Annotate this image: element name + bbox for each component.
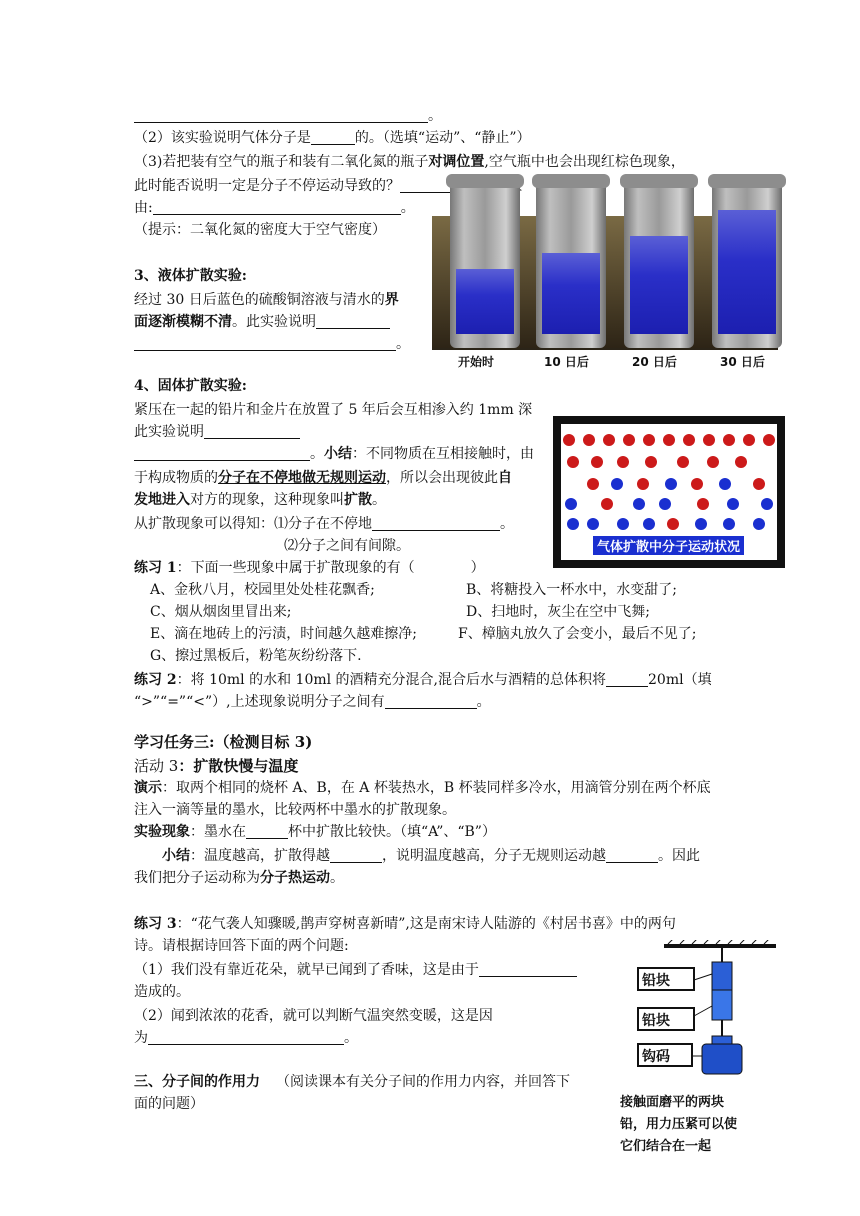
blue-molecule (617, 518, 629, 530)
beaker-label-4: 30 日后 (720, 355, 765, 369)
pointer-1 (694, 974, 712, 980)
red-molecule (691, 478, 703, 490)
blue-molecule (753, 518, 765, 530)
practice-3-q2: （2）闻到浓浓的花香，就可以判断气温突然变暖，这是因 (134, 1008, 493, 1024)
option-c[interactable]: C、烟从烟囱里冒出来; (150, 604, 292, 620)
answer-blank[interactable] (246, 824, 288, 839)
practice-3-q1-cont: 造成的。 (134, 984, 190, 1000)
summary-line-3: 发地进入对方的现象，这种现象叫扩散。 (134, 492, 386, 508)
copper-sulfate-solution (718, 210, 776, 334)
summary-line-2: 于构成物质的分子在不停地做无规则运动，所以会出现彼此自 (134, 470, 512, 486)
option-a[interactable]: A、金秋八月，校园里处处桂花飘香; (150, 582, 375, 598)
option-f[interactable]: F、樟脑丸放久了会变小，最后不见了; (458, 626, 697, 642)
blue-molecule (643, 518, 655, 530)
temperature-summary: 小结：温度越高，扩散得越 ，说明温度越高，分子无规则运动越 。因此 (162, 848, 700, 864)
gas-figure-caption: 气体扩散中分子运动状况 (593, 536, 744, 555)
red-molecule (683, 434, 695, 446)
answer-blank[interactable] (153, 200, 401, 215)
answer-blank[interactable] (134, 446, 310, 461)
beaker-2 (536, 178, 606, 348)
red-molecule (663, 434, 675, 446)
answer-blank[interactable] (606, 672, 648, 687)
answer-blank[interactable] (134, 108, 428, 123)
red-molecule (707, 456, 719, 468)
solid-text-1: 紧压在一起的铅片和金片在放置了 5 年后会互相渗入约 1mm 深 (134, 402, 533, 418)
liquid-text-2: 面逐渐模糊不清。此实验说明 (134, 312, 390, 332)
question-3: （3)若把装有空气的瓶子和装有二氧化氮的瓶子对调位置,空气瓶中也会出现红棕色现象， (134, 154, 685, 170)
beaker-3 (624, 178, 694, 348)
option-d[interactable]: D、扫地时，灰尘在空中飞舞; (466, 604, 650, 620)
liquid-text-1: 经过 30 日后蓝色的硫酸铜溶液与清水的界 (134, 292, 399, 308)
beaker-label-2: 10 日后 (544, 355, 589, 369)
beaker-1 (450, 178, 520, 348)
practice-3-q1: （1）我们没有靠近花朵，就早已闻到了香味，这是由于 (134, 960, 577, 980)
beaker-rim (532, 174, 610, 188)
lead-block-upper (712, 962, 732, 990)
red-molecule (623, 434, 635, 446)
blue-molecule (565, 498, 577, 510)
red-molecule (601, 498, 613, 510)
blue-molecule (727, 498, 739, 510)
practice-3-cont: 诗。请根据诗回答下面的两个问题: (134, 938, 349, 954)
lead-figure-caption: 接触面磨平的两块 铅，用力压紧可以使 它们结合在一起 (620, 1095, 738, 1154)
practice-2: 练习 2：将 10ml 的水和 10ml 的酒精充分混合,混合后水与酒精的总体积将 20ml（填 (134, 672, 712, 688)
answer-blank[interactable] (204, 424, 300, 439)
red-molecule (723, 434, 735, 446)
red-molecule (567, 456, 579, 468)
answer-blank[interactable] (385, 694, 477, 709)
summary-line-1: 。小结：不同物质在互相接触时，由 (134, 444, 534, 464)
weight-label: 钩码 (642, 1049, 670, 1065)
lead-block-lower (712, 990, 732, 1020)
blue-molecule (695, 518, 707, 530)
hook-weight (702, 1044, 742, 1074)
blue-molecule (611, 478, 623, 490)
copper-sulfate-solution (456, 269, 514, 334)
blue-molecule (665, 478, 677, 490)
option-g[interactable]: G、擦过黑板后，粉笔灰纷纷落下. (150, 648, 362, 664)
blue-molecule (723, 518, 735, 530)
hint: （提示：二氧化氮的密度大于空气密度） (134, 222, 386, 238)
jar-row (432, 216, 778, 374)
activity-3-heading: 活动 3：扩散快慢与温度 (134, 757, 299, 775)
question-2: （2）该实验说明气体分子是 的。（选填“运动”、“静止”） (134, 130, 531, 146)
red-molecule (743, 434, 755, 446)
reason-line: 由: 。 (134, 200, 415, 216)
answer-blank[interactable] (316, 314, 390, 329)
pointer-2 (694, 1006, 712, 1016)
task-3-heading: 学习任务三:（检测目标 3) (134, 733, 313, 751)
beaker-rim (708, 174, 786, 188)
red-molecule (563, 434, 575, 446)
beaker-4 (712, 178, 782, 348)
blue-molecule (567, 518, 579, 530)
ceiling-bar (664, 944, 776, 948)
gas-diffusion-figure (553, 416, 785, 568)
copper-sulfate-solution (542, 253, 600, 334)
ceiling-hatch (668, 940, 770, 944)
practice-1: 练习 1：下面一些现象中属于扩散现象的有（ ） (134, 560, 485, 576)
blue-molecule (761, 498, 773, 510)
weight-cap (712, 1036, 732, 1044)
answer-line-1: 。 (134, 106, 442, 126)
demo-line-1: 演示：取两个相同的烧杯 A、B，在 A 杯装热水，B 杯装同样多冷水，用滴管分别在两个杯底 (134, 780, 711, 796)
question-3-cont: 此时能否说明一定是分子不停运动导致的？ (134, 176, 522, 196)
beaker-label-3: 20 日后 (632, 355, 677, 369)
red-molecule (753, 478, 765, 490)
beaker-label-1: 开始时 (458, 355, 495, 369)
practice-3-q2-cont: 为 。 (134, 1030, 358, 1046)
beaker-rim (620, 174, 698, 188)
heading-liquid-diffusion: 3、液体扩散实验: (134, 268, 247, 284)
red-molecule (617, 456, 629, 468)
lead-label-1: 铅块 (642, 973, 670, 989)
red-molecule (587, 478, 599, 490)
answer-blank[interactable] (606, 848, 658, 863)
answer-blank[interactable] (400, 178, 452, 193)
answer-blank[interactable] (330, 848, 382, 863)
thermal-motion-line: 我们把分子运动称为分子热运动。 (134, 870, 344, 886)
red-molecule (603, 434, 615, 446)
practice-3: 练习 3：“花气袭人知骤暖,鹊声穿树喜新晴”,这是南宋诗人陆游的《村居书喜》中的两句 (134, 916, 676, 932)
blue-molecule (719, 478, 731, 490)
red-molecule (735, 456, 747, 468)
lead-blocks-figure (620, 940, 800, 1160)
blue-molecule (633, 498, 645, 510)
force-heading-cont: 面的问题） (134, 1096, 204, 1112)
copper-sulfate-solution (630, 236, 688, 334)
red-molecule (703, 434, 715, 446)
force-heading: 三、分子间的作用力 （阅读课本有关分子间的作用力内容，并回答下 (134, 1074, 570, 1090)
red-molecule (667, 518, 679, 530)
option-e[interactable]: E、滴在地砖上的污渍，时间越久越难擦净; (150, 626, 417, 642)
demo-line-2: 注入一滴等量的墨水，比较两杯中墨水的扩散现象。 (134, 802, 456, 818)
red-molecule (645, 456, 657, 468)
experiment-result: 实验现象：墨水在 杯中扩散比较快。（填“A”、“B”） (134, 824, 496, 840)
answer-blank[interactable] (479, 962, 577, 977)
lead-label-2: 铅块 (642, 1013, 670, 1029)
answer-blank[interactable] (372, 516, 500, 531)
red-molecule (643, 434, 655, 446)
solid-text-2: 此实验说明 (134, 422, 300, 442)
red-molecule (591, 456, 603, 468)
liquid-text-3: 。 (134, 334, 410, 354)
conclusion-line-2: ⑵分子之间有间隙。 (284, 538, 410, 554)
answer-blank[interactable] (311, 130, 355, 145)
beaker-rim (446, 174, 524, 188)
answer-blank[interactable] (134, 336, 396, 351)
heading-solid-diffusion: 4、固体扩散实验: (134, 378, 247, 394)
conclusion-line-1: 从扩散现象可以得知：⑴分子在不停地 。 (134, 516, 514, 532)
blue-molecule (659, 498, 671, 510)
answer-blank[interactable] (148, 1030, 344, 1045)
red-molecule (677, 456, 689, 468)
red-molecule (637, 478, 649, 490)
practice-2-cont: “>”“=”“<”）,上述现象说明分子之间有 。 (134, 694, 491, 710)
red-molecule (697, 498, 709, 510)
red-molecule (583, 434, 595, 446)
red-molecule (763, 434, 775, 446)
option-b[interactable]: B、将糖投入一杯水中，水变甜了; (466, 582, 678, 598)
blue-molecule (587, 518, 599, 530)
